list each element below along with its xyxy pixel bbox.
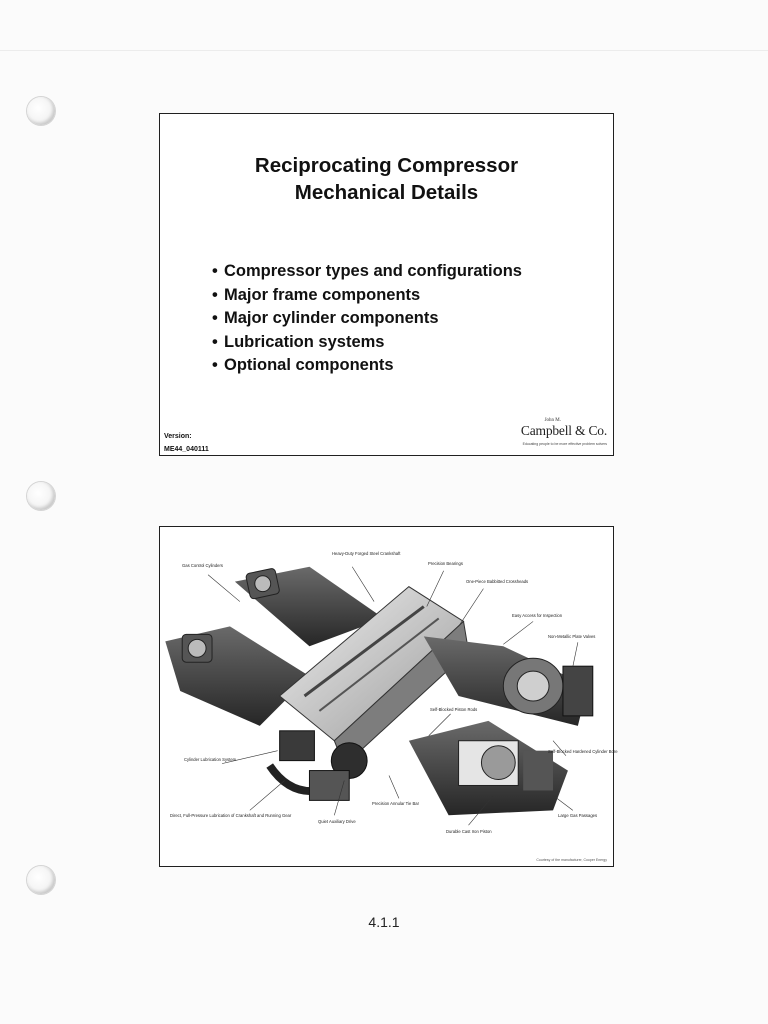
slide-title-line-1: Reciprocating Compressor — [254, 154, 519, 177]
version-info — [164, 430, 209, 456]
right-upper-cylinder — [424, 634, 596, 725]
punch-hole-bottom — [27, 866, 55, 894]
company-tagline: Educating people to be more effective problem solvers — [522, 442, 607, 446]
agenda-item: • Major frame components — [212, 285, 421, 304]
agenda-item: • Lubrication systems — [212, 332, 385, 351]
agenda-list — [212, 260, 522, 378]
lower-left-cylinder — [165, 626, 309, 725]
version-code: ME44_040111 — [164, 446, 209, 453]
agenda-item: • Optional components — [212, 356, 394, 374]
callout-gas-control-cylinders: Gas Control Cylinders — [182, 563, 223, 568]
agenda-item: • Compressor types and configurations — [212, 262, 522, 280]
page-top-edge — [0, 50, 768, 51]
callout-non-metallic-valves: Non-Metallic Plate Valves — [548, 634, 596, 639]
callout-precision-annular-tie-bar: Precision Annular Tie Bar — [372, 801, 420, 806]
callout-heavy-duty-crankshaft: Heavy-Duty Forged Steel Crankshaft — [332, 551, 401, 556]
agenda-item: • Major cylinder components — [212, 309, 439, 327]
slide-title — [160, 152, 613, 206]
slide-compressor-cutaway — [159, 526, 618, 867]
callout-direct-full-pressure: Direct, Full-Pressure Lubrication of Crankshaft and Running Gear — [170, 813, 292, 818]
callout-self-blocked-rods: Self-Blocked Piston Rods — [430, 707, 478, 712]
punch-hole-middle — [27, 482, 55, 510]
slide-title-and-agenda — [159, 113, 614, 456]
page-number: 4.1.1 — [368, 914, 400, 930]
version-label: Version: — [164, 433, 192, 440]
slide-title-line-2: Mechanical Details — [294, 181, 479, 204]
callout-precision-bearings: Precision Bearings — [428, 561, 463, 566]
callout-cylinder-lubrication: Cylinder Lubrication System — [184, 757, 237, 762]
company-name: Campbell & Co. — [520, 423, 607, 438]
callout-quiet-auxiliary-drive: Quiet Auxiliary Drive — [318, 819, 356, 824]
punch-hole-top — [27, 97, 55, 125]
image-credit: Courtesy of the manufacturer, Cooper Energy — [536, 858, 607, 862]
callout-easy-access: Easy Access for Inspection — [512, 613, 563, 618]
callout-self-blocked-bore: Self-Blocked Hardened Cylinder Bore — [548, 749, 618, 754]
company-logo: John M. Campbell & Co. Educating people to be more effective problem solvers — [520, 418, 607, 446]
callout-durable-cast-iron-piston: Durable Cast Iron Piston — [446, 829, 492, 834]
callout-large-gas-passages: Large Gas Passages — [558, 813, 598, 818]
callout-one-piece-crossheads: One-Piece Babbitted Crossheads — [466, 579, 529, 584]
